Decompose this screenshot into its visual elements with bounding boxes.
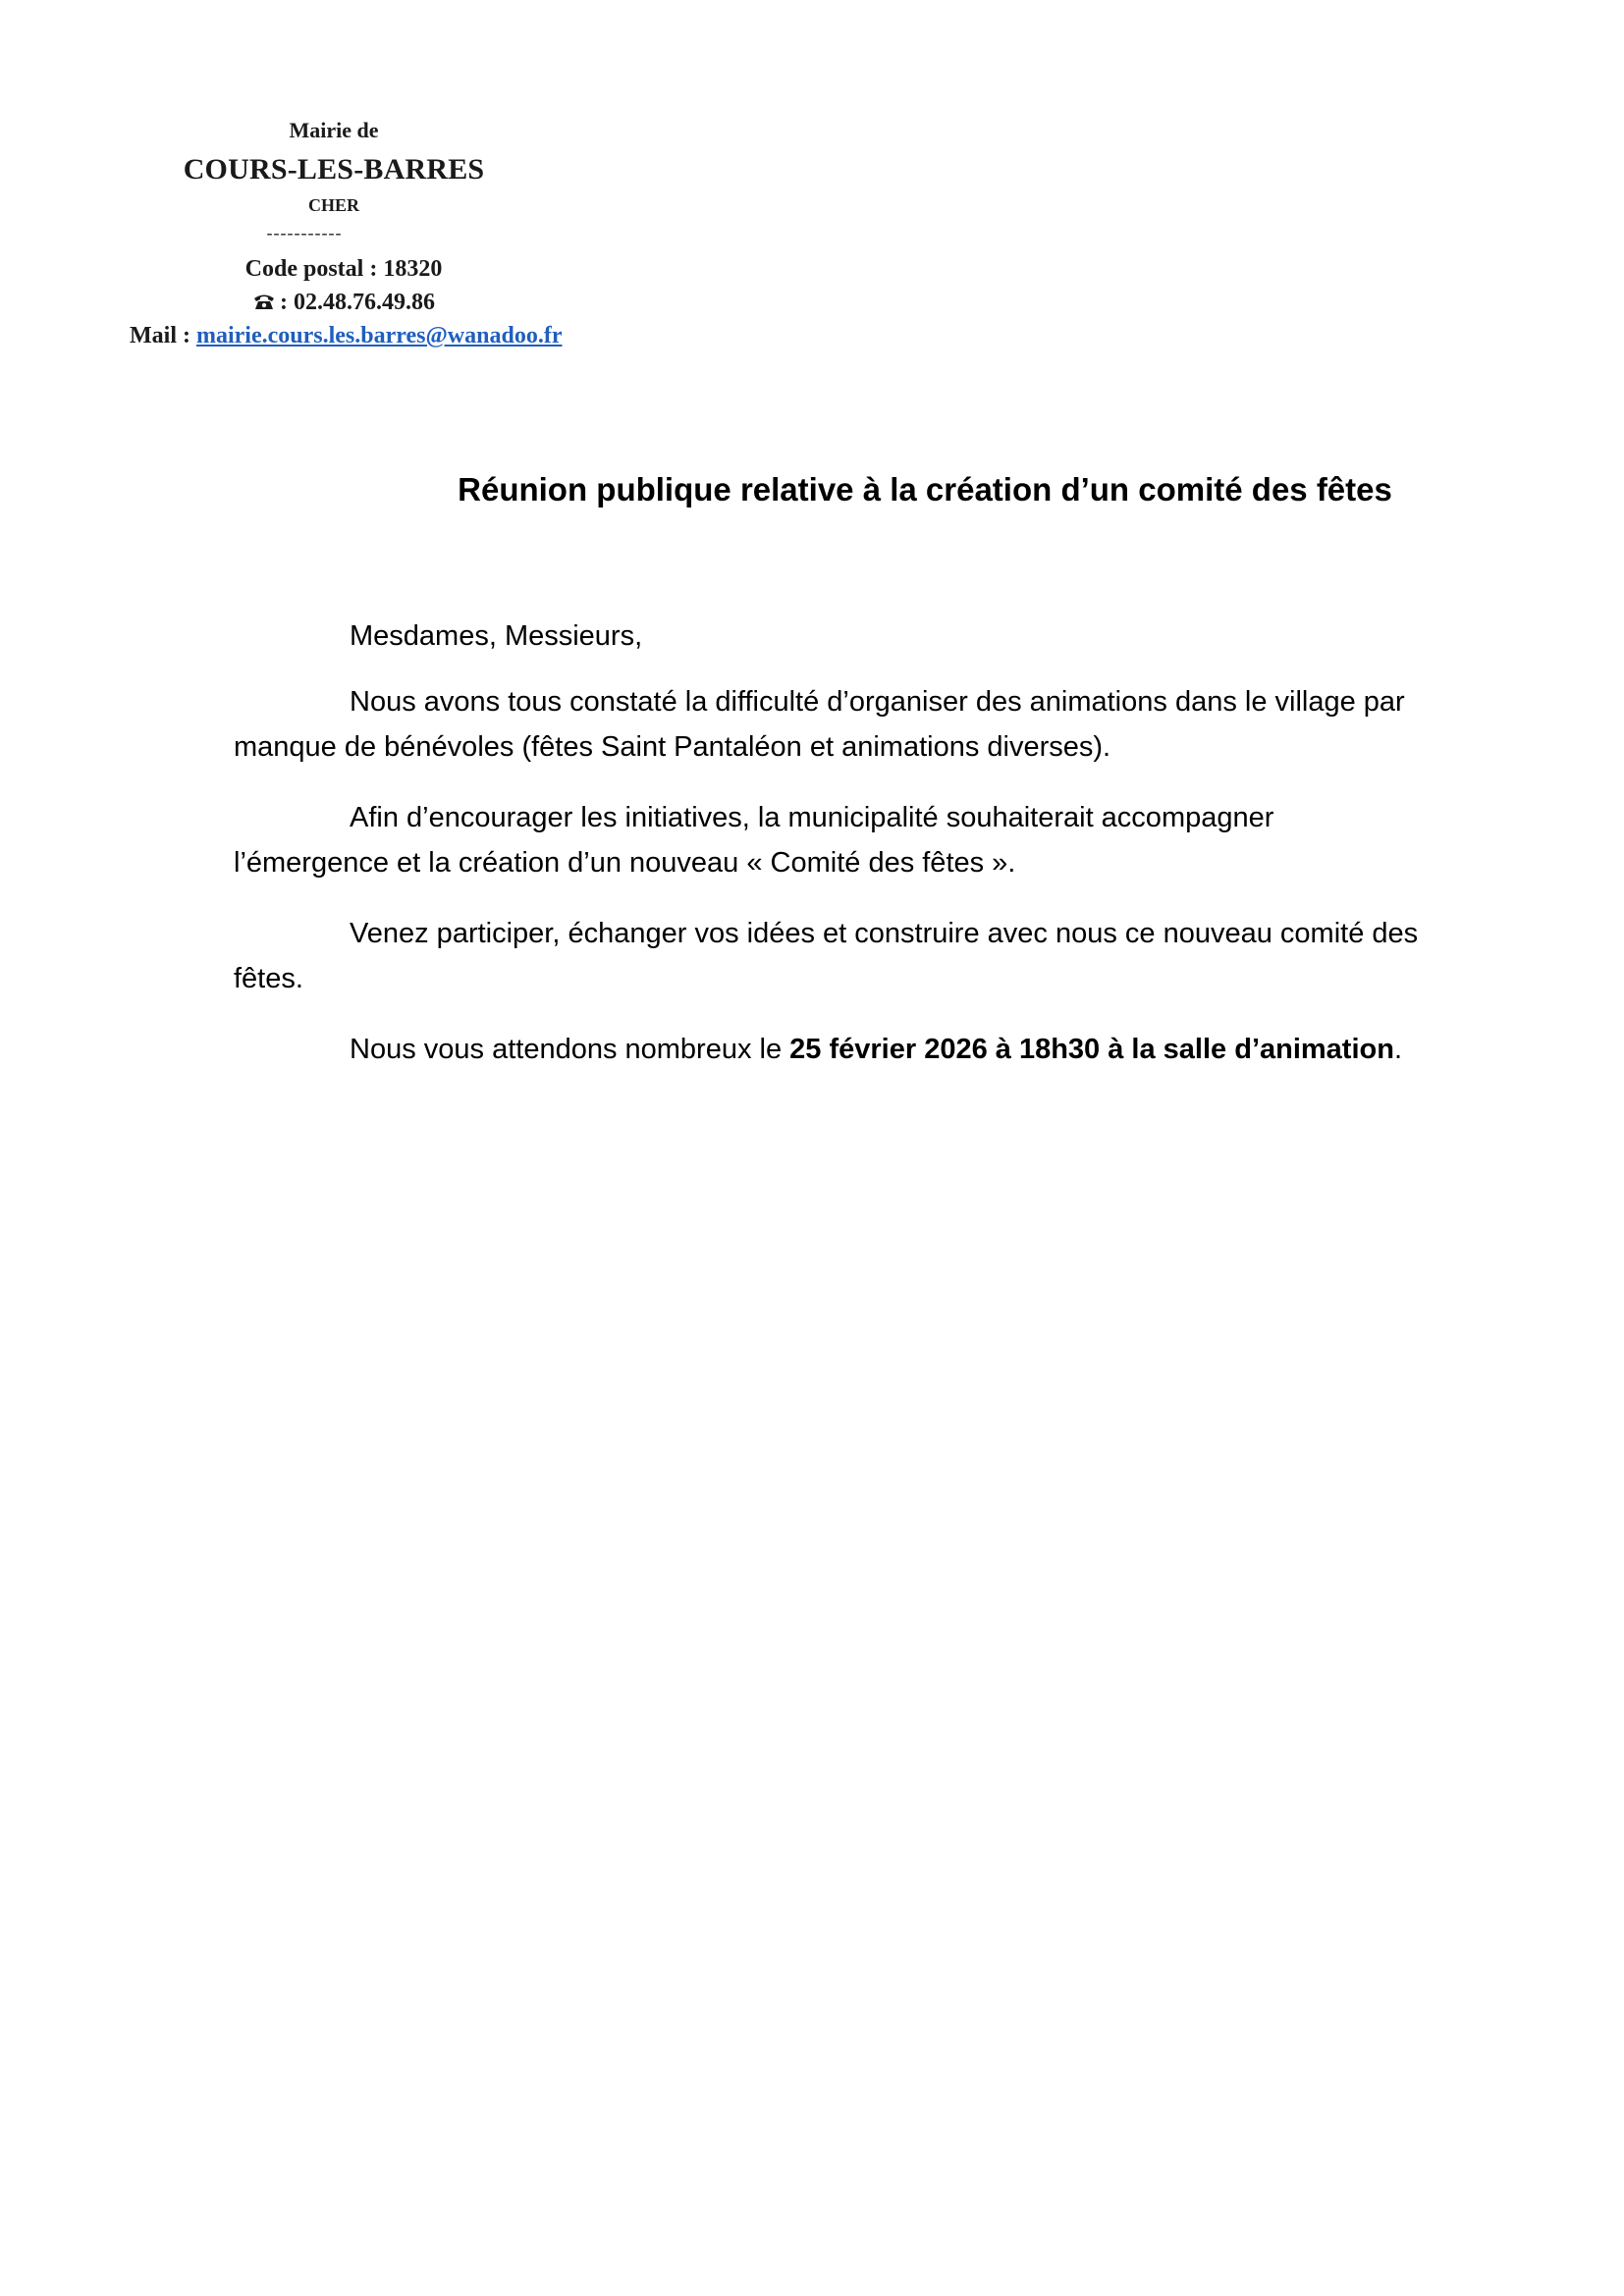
paragraph-4-lead: Nous vous attendons nombreux le bbox=[350, 1034, 790, 1065]
paragraph-4-text bbox=[234, 1027, 1422, 1072]
event-date-location: 25 février 2026 à 18h30 à la salle d’animation bbox=[789, 1034, 1394, 1065]
mairie-label: Mairie de bbox=[289, 118, 379, 142]
document-title bbox=[0, 471, 1624, 508]
paragraph-4-end: . bbox=[1393, 1034, 1403, 1065]
paragraph-3 bbox=[234, 911, 1422, 1001]
paragraph-2 bbox=[234, 795, 1422, 885]
commune-name: COURS-LES-BARRES bbox=[183, 153, 485, 186]
letterhead-separator: ----------- bbox=[266, 223, 343, 242]
mail-label: Mail : bbox=[130, 323, 190, 348]
mail-address-link[interactable]: mairie.cours.les.barres@wanadoo.fr bbox=[195, 323, 563, 348]
document-title-text: Réunion publique relative à la création d’un comité des fêtes bbox=[458, 471, 1392, 507]
postal-code: Code postal : 18320 bbox=[244, 256, 443, 282]
phone-line bbox=[118, 291, 569, 314]
paragraph-3-text: Venez participer, échanger vos idées et construire avec nous ce nouveau comité des fêtes. bbox=[234, 918, 1419, 994]
phone-number: : 02.48.76.49.86 bbox=[280, 290, 435, 315]
paragraph-4 bbox=[234, 1027, 1422, 1072]
paragraph-2-text: Afin d’encourager les initiatives, la municipalité souhaiterait accompagner l’émergence et la création d’un nouveau « Comité des fêtes ». bbox=[234, 802, 1274, 879]
departement-name: CHER bbox=[307, 195, 359, 215]
paragraph-1-text: Nous avons tous constaté la difficulté d’organiser des animations dans le village par manque de bénévoles (fêtes Saint Pantaléon et animations diverses). bbox=[234, 686, 1405, 763]
salutation: Mesdames, Messieurs, bbox=[350, 620, 643, 652]
mail-line bbox=[88, 324, 738, 347]
paragraph-1 bbox=[234, 679, 1422, 770]
telephone-icon bbox=[252, 292, 276, 309]
